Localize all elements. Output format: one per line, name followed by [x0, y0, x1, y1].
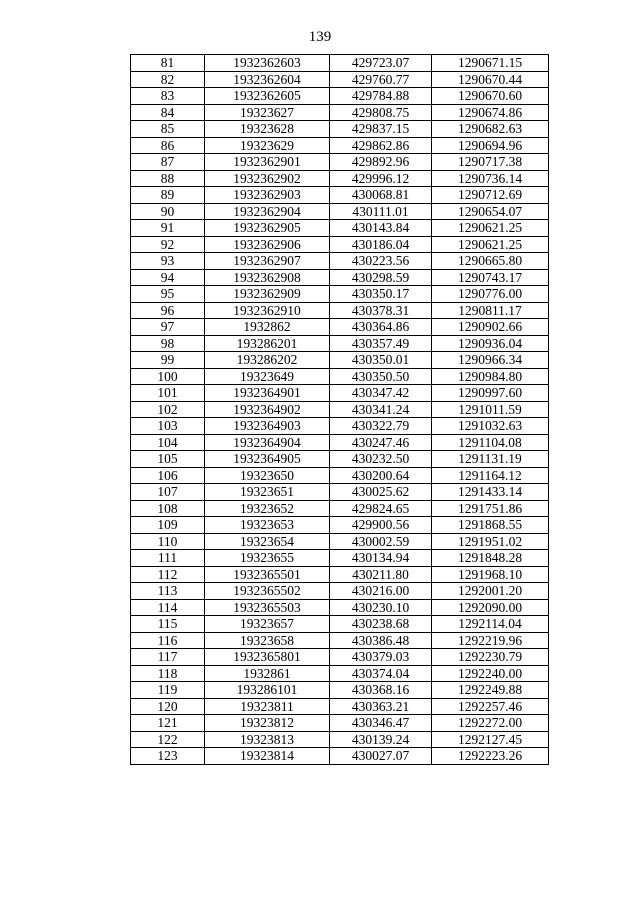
x-coordinate-cell: 430247.46 [330, 434, 432, 451]
table-row [131, 269, 549, 286]
row-number-cell: 86 [131, 137, 205, 154]
table-row [131, 104, 549, 121]
table-row [131, 731, 549, 748]
point-id-cell: 1932365503 [205, 599, 330, 616]
table-row [131, 236, 549, 253]
x-coordinate-cell: 429862.86 [330, 137, 432, 154]
table-row [131, 550, 549, 567]
x-coordinate-cell: 430068.81 [330, 187, 432, 204]
point-id-cell: 1932364901 [205, 385, 330, 402]
y-coordinate-cell: 1290670.60 [432, 88, 549, 105]
point-id-cell: 19323814 [205, 748, 330, 765]
row-number-cell: 83 [131, 88, 205, 105]
x-coordinate-cell: 430200.64 [330, 467, 432, 484]
table-row [131, 517, 549, 534]
point-id-cell: 19323651 [205, 484, 330, 501]
row-number-cell: 119 [131, 682, 205, 699]
point-id-cell: 193286202 [205, 352, 330, 369]
row-number-cell: 82 [131, 71, 205, 88]
point-id-cell: 1932365502 [205, 583, 330, 600]
y-coordinate-cell: 1292127.45 [432, 731, 549, 748]
row-number-cell: 112 [131, 566, 205, 583]
x-coordinate-cell: 430341.24 [330, 401, 432, 418]
y-coordinate-cell: 1292001.20 [432, 583, 549, 600]
x-coordinate-cell: 429760.77 [330, 71, 432, 88]
x-coordinate-cell: 430223.56 [330, 253, 432, 270]
point-id-cell: 19323628 [205, 121, 330, 138]
y-coordinate-cell: 1291951.02 [432, 533, 549, 550]
y-coordinate-cell: 1290966.34 [432, 352, 549, 369]
x-coordinate-cell: 430232.50 [330, 451, 432, 468]
row-number-cell: 100 [131, 368, 205, 385]
y-coordinate-cell: 1290682.63 [432, 121, 549, 138]
point-id-cell: 1932362906 [205, 236, 330, 253]
table-row [131, 467, 549, 484]
table-row [131, 319, 549, 336]
x-coordinate-cell: 430211.80 [330, 566, 432, 583]
point-id-cell: 19323653 [205, 517, 330, 534]
point-id-cell: 19323655 [205, 550, 330, 567]
x-coordinate-cell: 430186.04 [330, 236, 432, 253]
row-number-cell: 101 [131, 385, 205, 402]
table-row [131, 632, 549, 649]
point-id-cell: 1932362910 [205, 302, 330, 319]
point-id-cell: 1932362903 [205, 187, 330, 204]
point-id-cell: 1932362907 [205, 253, 330, 270]
point-id-cell: 1932362905 [205, 220, 330, 237]
table-row [131, 649, 549, 666]
point-id-cell: 19323649 [205, 368, 330, 385]
row-number-cell: 84 [131, 104, 205, 121]
table-row [131, 500, 549, 517]
y-coordinate-cell: 1292249.88 [432, 682, 549, 699]
x-coordinate-cell: 430002.59 [330, 533, 432, 550]
x-coordinate-cell: 429837.15 [330, 121, 432, 138]
x-coordinate-cell: 429784.88 [330, 88, 432, 105]
row-number-cell: 88 [131, 170, 205, 187]
table-row [131, 434, 549, 451]
y-coordinate-cell: 1291433.14 [432, 484, 549, 501]
table-row [131, 385, 549, 402]
row-number-cell: 92 [131, 236, 205, 253]
y-coordinate-cell: 1292257.46 [432, 698, 549, 715]
table-row [131, 451, 549, 468]
page-number: 139 [308, 29, 332, 45]
row-number-cell: 117 [131, 649, 205, 666]
x-coordinate-cell: 430347.42 [330, 385, 432, 402]
point-id-cell: 193286201 [205, 335, 330, 352]
y-coordinate-cell: 1291164.12 [432, 467, 549, 484]
x-coordinate-cell: 430139.24 [330, 731, 432, 748]
x-coordinate-cell: 430368.16 [330, 682, 432, 699]
row-number-cell: 115 [131, 616, 205, 633]
row-number-cell: 104 [131, 434, 205, 451]
table-row [131, 302, 549, 319]
table-row [131, 698, 549, 715]
x-coordinate-cell: 430143.84 [330, 220, 432, 237]
point-id-cell: 19323654 [205, 533, 330, 550]
x-coordinate-cell: 430379.03 [330, 649, 432, 666]
y-coordinate-cell: 1290621.25 [432, 236, 549, 253]
point-id-cell: 19323812 [205, 715, 330, 732]
row-number-cell: 99 [131, 352, 205, 369]
table-row [131, 154, 549, 171]
table-row [131, 121, 549, 138]
row-number-cell: 123 [131, 748, 205, 765]
x-coordinate-cell: 430350.17 [330, 286, 432, 303]
table-row [131, 715, 549, 732]
row-number-cell: 116 [131, 632, 205, 649]
row-number-cell: 94 [131, 269, 205, 286]
y-coordinate-cell: 1290694.96 [432, 137, 549, 154]
table-row [131, 748, 549, 765]
x-coordinate-cell: 429824.65 [330, 500, 432, 517]
x-coordinate-cell: 430364.86 [330, 319, 432, 336]
x-coordinate-cell: 429900.56 [330, 517, 432, 534]
x-coordinate-cell: 430111.01 [330, 203, 432, 220]
table-row [131, 170, 549, 187]
y-coordinate-cell: 1290621.25 [432, 220, 549, 237]
point-id-cell: 1932362908 [205, 269, 330, 286]
point-id-cell: 1932861 [205, 665, 330, 682]
y-coordinate-cell: 1290670.44 [432, 71, 549, 88]
y-coordinate-cell: 1290743.17 [432, 269, 549, 286]
table-row [131, 137, 549, 154]
point-id-cell: 1932365501 [205, 566, 330, 583]
point-id-cell: 19323813 [205, 731, 330, 748]
row-number-cell: 91 [131, 220, 205, 237]
table-row [131, 484, 549, 501]
point-id-cell: 1932362604 [205, 71, 330, 88]
table-row [131, 187, 549, 204]
row-number-cell: 96 [131, 302, 205, 319]
x-coordinate-cell: 430298.59 [330, 269, 432, 286]
point-id-cell: 19323657 [205, 616, 330, 633]
y-coordinate-cell: 1291968.10 [432, 566, 549, 583]
y-coordinate-cell: 1290674.86 [432, 104, 549, 121]
table-row [131, 368, 549, 385]
point-id-cell: 1932362902 [205, 170, 330, 187]
row-number-cell: 114 [131, 599, 205, 616]
row-number-cell: 87 [131, 154, 205, 171]
row-number-cell: 105 [131, 451, 205, 468]
row-number-cell: 90 [131, 203, 205, 220]
table-row [131, 253, 549, 270]
row-number-cell: 113 [131, 583, 205, 600]
x-coordinate-cell: 430374.04 [330, 665, 432, 682]
table-row [131, 599, 549, 616]
row-number-cell: 120 [131, 698, 205, 715]
table-row [131, 71, 549, 88]
table-row [131, 220, 549, 237]
y-coordinate-cell: 1290671.15 [432, 55, 549, 72]
row-number-cell: 122 [131, 731, 205, 748]
point-id-cell: 19323811 [205, 698, 330, 715]
x-coordinate-cell: 430025.62 [330, 484, 432, 501]
row-number-cell: 102 [131, 401, 205, 418]
x-coordinate-cell: 429723.07 [330, 55, 432, 72]
point-id-cell: 1932362605 [205, 88, 330, 105]
point-id-cell: 19323652 [205, 500, 330, 517]
row-number-cell: 106 [131, 467, 205, 484]
x-coordinate-cell: 430238.68 [330, 616, 432, 633]
row-number-cell: 118 [131, 665, 205, 682]
table-row [131, 533, 549, 550]
row-number-cell: 98 [131, 335, 205, 352]
x-coordinate-cell: 430357.49 [330, 335, 432, 352]
row-number-cell: 97 [131, 319, 205, 336]
x-coordinate-cell: 430216.00 [330, 583, 432, 600]
coordinates-table-body [131, 55, 549, 765]
row-number-cell: 110 [131, 533, 205, 550]
x-coordinate-cell: 430350.50 [330, 368, 432, 385]
point-id-cell: 19323650 [205, 467, 330, 484]
point-id-cell: 19323658 [205, 632, 330, 649]
y-coordinate-cell: 1290811.17 [432, 302, 549, 319]
y-coordinate-cell: 1292223.26 [432, 748, 549, 765]
y-coordinate-cell: 1290776.00 [432, 286, 549, 303]
row-number-cell: 103 [131, 418, 205, 435]
row-number-cell: 89 [131, 187, 205, 204]
row-number-cell: 95 [131, 286, 205, 303]
x-coordinate-cell: 430378.31 [330, 302, 432, 319]
point-id-cell: 1932364903 [205, 418, 330, 435]
y-coordinate-cell: 1291131.19 [432, 451, 549, 468]
y-coordinate-cell: 1292114.04 [432, 616, 549, 633]
y-coordinate-cell: 1291104.08 [432, 434, 549, 451]
point-id-cell: 193286101 [205, 682, 330, 699]
x-coordinate-cell: 429808.75 [330, 104, 432, 121]
y-coordinate-cell: 1291751.86 [432, 500, 549, 517]
x-coordinate-cell: 430346.47 [330, 715, 432, 732]
x-coordinate-cell: 430350.01 [330, 352, 432, 369]
y-coordinate-cell: 1291848.28 [432, 550, 549, 567]
y-coordinate-cell: 1290902.66 [432, 319, 549, 336]
y-coordinate-cell: 1292219.96 [432, 632, 549, 649]
table-row [131, 352, 549, 369]
x-coordinate-cell: 429996.12 [330, 170, 432, 187]
point-id-cell: 1932364905 [205, 451, 330, 468]
table-row [131, 335, 549, 352]
x-coordinate-cell: 429892.96 [330, 154, 432, 171]
row-number-cell: 111 [131, 550, 205, 567]
y-coordinate-cell: 1292090.00 [432, 599, 549, 616]
point-id-cell: 1932362901 [205, 154, 330, 171]
row-number-cell: 109 [131, 517, 205, 534]
table-row [131, 583, 549, 600]
row-number-cell: 107 [131, 484, 205, 501]
x-coordinate-cell: 430230.10 [330, 599, 432, 616]
table-row [131, 203, 549, 220]
row-number-cell: 81 [131, 55, 205, 72]
point-id-cell: 1932364902 [205, 401, 330, 418]
y-coordinate-cell: 1291011.59 [432, 401, 549, 418]
coordinates-table [130, 54, 549, 765]
y-coordinate-cell: 1290665.80 [432, 253, 549, 270]
point-id-cell: 1932362909 [205, 286, 330, 303]
y-coordinate-cell: 1290712.69 [432, 187, 549, 204]
point-id-cell: 1932862 [205, 319, 330, 336]
y-coordinate-cell: 1292272.00 [432, 715, 549, 732]
row-number-cell: 93 [131, 253, 205, 270]
y-coordinate-cell: 1290717.38 [432, 154, 549, 171]
point-id-cell: 1932362904 [205, 203, 330, 220]
x-coordinate-cell: 430134.94 [330, 550, 432, 567]
y-coordinate-cell: 1290984.80 [432, 368, 549, 385]
point-id-cell: 1932364904 [205, 434, 330, 451]
table-row [131, 401, 549, 418]
table-row [131, 418, 549, 435]
y-coordinate-cell: 1290936.04 [432, 335, 549, 352]
y-coordinate-cell: 1291032.63 [432, 418, 549, 435]
point-id-cell: 19323629 [205, 137, 330, 154]
x-coordinate-cell: 430363.21 [330, 698, 432, 715]
y-coordinate-cell: 1290654.07 [432, 203, 549, 220]
table-row [131, 616, 549, 633]
table-row [131, 88, 549, 105]
row-number-cell: 85 [131, 121, 205, 138]
table-row [131, 55, 549, 72]
table-row [131, 566, 549, 583]
x-coordinate-cell: 430322.79 [330, 418, 432, 435]
y-coordinate-cell: 1290736.14 [432, 170, 549, 187]
y-coordinate-cell: 1291868.55 [432, 517, 549, 534]
y-coordinate-cell: 1292240.00 [432, 665, 549, 682]
table-row [131, 665, 549, 682]
x-coordinate-cell: 430386.48 [330, 632, 432, 649]
row-number-cell: 108 [131, 500, 205, 517]
point-id-cell: 1932365801 [205, 649, 330, 666]
point-id-cell: 1932362603 [205, 55, 330, 72]
y-coordinate-cell: 1292230.79 [432, 649, 549, 666]
point-id-cell: 19323627 [205, 104, 330, 121]
table-row [131, 286, 549, 303]
y-coordinate-cell: 1290997.60 [432, 385, 549, 402]
row-number-cell: 121 [131, 715, 205, 732]
table-row [131, 682, 549, 699]
x-coordinate-cell: 430027.07 [330, 748, 432, 765]
